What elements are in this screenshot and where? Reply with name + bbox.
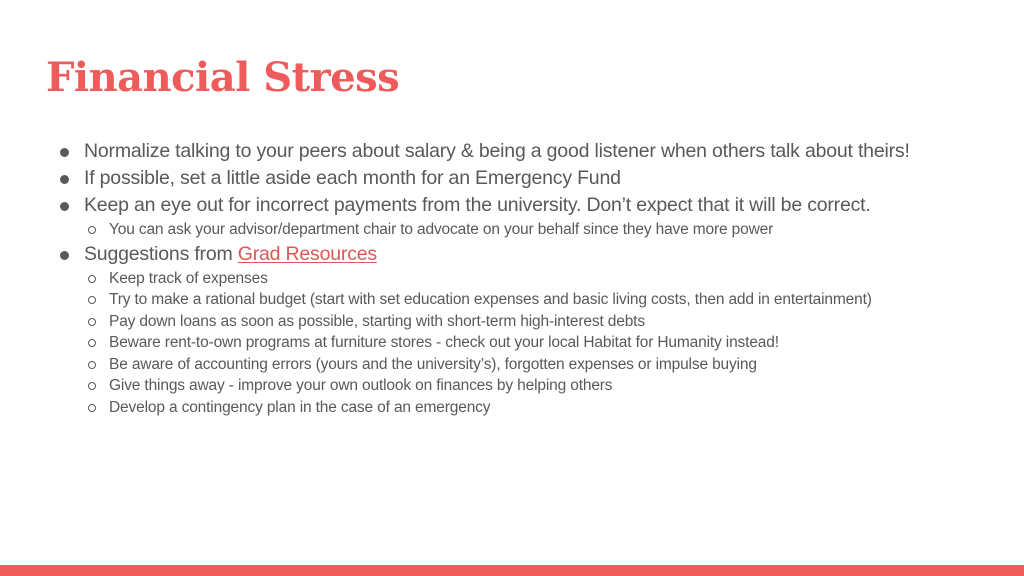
sub-bullet-ring-icon (88, 296, 96, 304)
sub-bullet-ring-icon (88, 226, 96, 234)
sub-bullet-item (84, 332, 995, 354)
bullet-text: If possible, set a little aside each month for an Emergency Fund (84, 167, 621, 189)
sub-bullet-text: Keep track of expenses (109, 269, 268, 287)
sub-bullet-text: Beware rent-to-own programs at furniture stores - check out your local Habitat for Humanity instead! (109, 334, 779, 351)
bullet-list (55, 138, 995, 418)
sub-bullet-item (84, 311, 995, 333)
sub-bullet-item (84, 397, 995, 419)
slide-body (55, 138, 995, 418)
sub-bullet-text: Be aware of accounting errors (yours and the university’s), forgotten expenses or impulse buying (109, 355, 757, 373)
sub-bullet-text: Try to make a rational budget (start with set education expenses and basic living costs, then add in entertainment) (109, 291, 872, 308)
bullet-item (55, 241, 995, 419)
footer-accent-bar (0, 565, 1024, 576)
sub-bullet-ring-icon (88, 275, 96, 283)
bullet-dot-icon (60, 251, 69, 260)
bullet-item (55, 165, 995, 192)
sub-bullet-item (84, 268, 995, 290)
sub-bullet-item (84, 375, 995, 397)
grad-resources-link[interactable]: Grad Resources (237, 242, 377, 265)
sub-bullet-item (84, 354, 995, 376)
sub-bullet-item (84, 219, 995, 241)
sub-bullet-text: Pay down loans as soon as possible, starting with short-term high-interest debts (109, 312, 645, 330)
sub-bullet-ring-icon (88, 318, 96, 326)
bullet-item (55, 192, 995, 241)
bullet-dot-icon (60, 175, 69, 184)
sub-bullet-ring-icon (88, 339, 96, 347)
bullet-dot-icon (60, 148, 69, 157)
sub-bullet-ring-icon (88, 361, 96, 369)
slide-title: Financial Stress (46, 54, 400, 101)
sub-bullet-ring-icon (88, 404, 96, 412)
sub-bullet-item (84, 289, 995, 311)
sub-bullet-text: You can ask your advisor/department chair to advocate on your behalf since they have more power (109, 221, 774, 238)
bullet-text: Keep an eye out for incorrect payments from the university. Don’t expect that it will be correct. (84, 194, 871, 216)
sub-bullet-text: Develop a contingency plan in the case of an emergency (109, 398, 491, 416)
bullet-dot-icon (60, 202, 69, 211)
sub-bullet-list (84, 219, 995, 241)
bullet-text: Normalize talking to your peers about salary & being a good listener when others talk about theirs! (84, 140, 910, 162)
bullet-text-prefix: Suggestions from (84, 242, 238, 265)
sub-bullet-ring-icon (88, 382, 96, 390)
bullet-item (55, 138, 995, 165)
sub-bullet-text: Give things away - improve your own outlook on finances by helping others (109, 377, 613, 394)
sub-bullet-list (84, 268, 995, 419)
